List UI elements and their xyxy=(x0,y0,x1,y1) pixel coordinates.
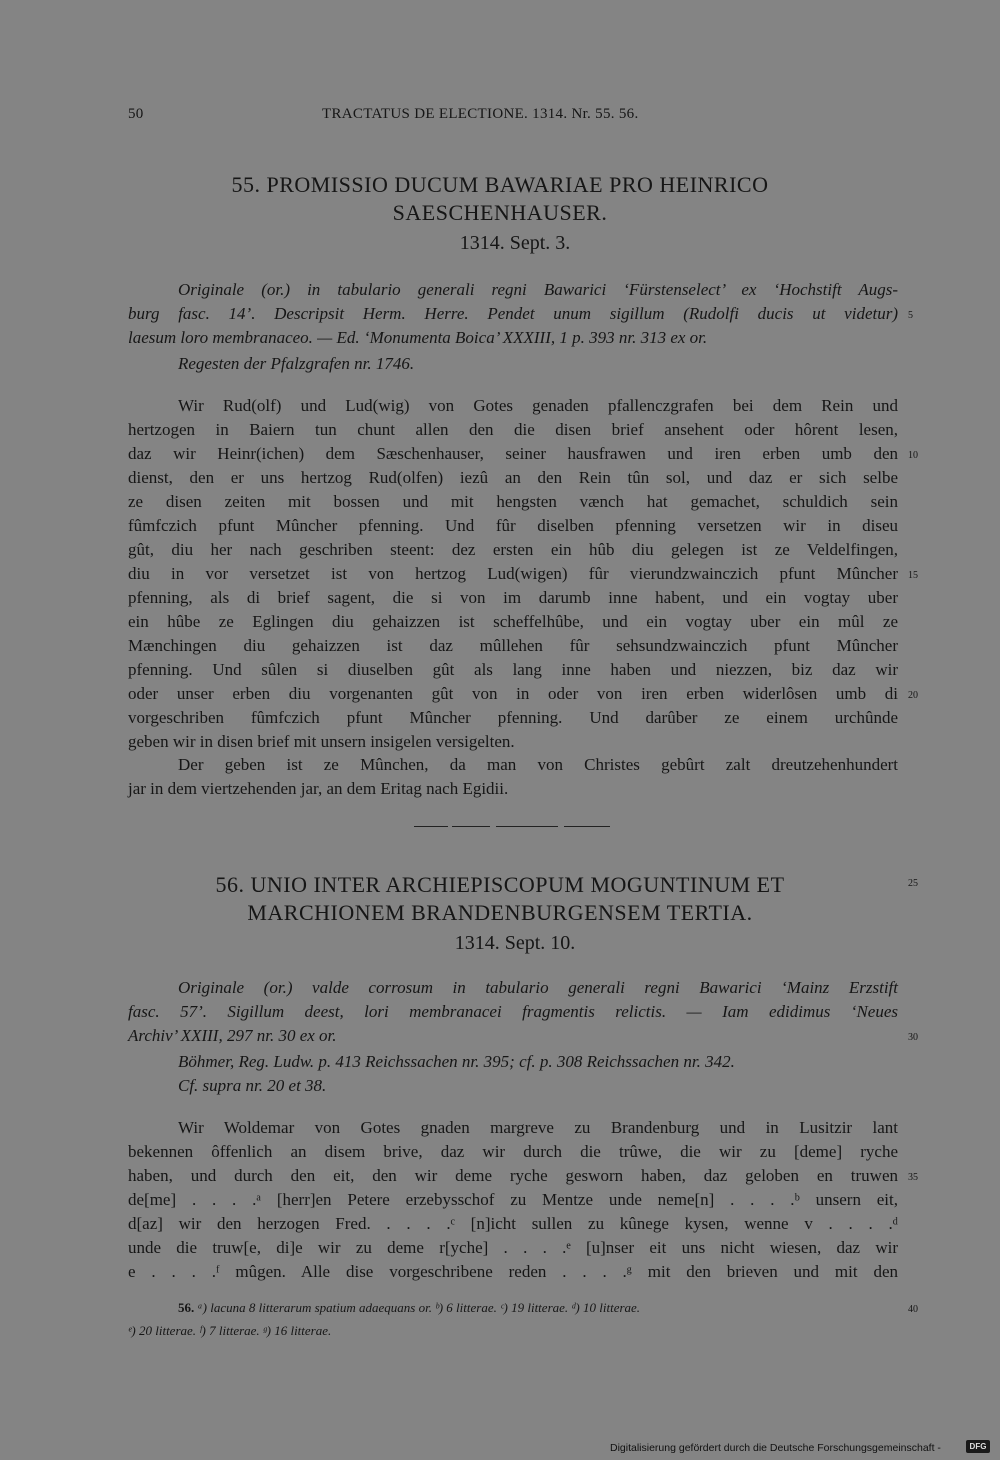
doc56-text-line: e . . . .ᶠ mûgen. Alle dise vorgeschribene reden . . . .ᵍ mit den brieven und mit den xyxy=(128,1262,898,1281)
line-number: 40 xyxy=(908,1304,918,1315)
line-number: 30 xyxy=(908,1032,918,1043)
footnotes-text: ᵃ) lacuna 8 litterarum spatium adaequans or. ᵇ) 6 litterae. ᶜ) 19 litterae. ᵈ) 10 litterae. xyxy=(197,1300,641,1315)
doc56-title-line1: 56. UNIO INTER ARCHIEPISCOPUM MOGUNTINUM ET xyxy=(215,872,785,897)
running-title: TRACTATUS DE ELECTIONE. 1314. Nr. 55. 56. xyxy=(322,106,639,122)
dfg-logo: DFG xyxy=(966,1440,990,1453)
line-number: 5 xyxy=(908,310,913,321)
doc55-source-line: laesum loro membranaceo. — Ed. ‘Monumenta Boica’ XXXIII, 1 p. 393 nr. 313 ex or. xyxy=(128,328,708,347)
doc55-text-line: pfenning. Und sûlen si diuselben gût als lang inne haben und niezzen, biz daz wir xyxy=(128,660,898,679)
doc55-source-line: burg fasc. 14’. Descripsit Herm. Herre. Pendet unum sigillum (Rudolfi ducis ut videtur) xyxy=(128,304,898,323)
doc56-text-line: d[az] wir den herzogen Fred. . . . .ᶜ [n]icht sullen zu kûnege kysen, wenne v . . . .ᵈ xyxy=(128,1214,898,1233)
doc55-title-line1: 55. PROMISSIO DUCUM BAWARIAE PRO HEINRICO xyxy=(231,172,769,197)
doc55-text-line: Der geben ist ze Mûnchen, da man von Christes gebûrt zalt dreutzehenhundert xyxy=(178,755,898,774)
doc56-text-line: haben, und durch den eit, den wir deme ryche gesworn haben, daz geloben en truwen xyxy=(128,1166,898,1185)
doc55-text-line: vorgeschriben fûmfczich pfunt Mûncher pfenning. Und darûber ze einem urchûnde xyxy=(128,708,898,727)
doc55-text-line: Mænchingen diu gehaizzen ist daz mûllehen fûr sehsundzwainczich pfunt Mûncher xyxy=(128,636,898,655)
line-number: 15 xyxy=(908,570,918,581)
doc56-text-line: unde die truw[e, di]e wir zu deme r[yche] . . . .ᵉ [u]nser eit uns nicht wiesen, daz wir xyxy=(128,1238,898,1257)
doc55-text-line: daz wir Heinr(ichen) dem Sæschenhauser, seiner hausfrawen und iren erben umb den xyxy=(128,444,898,463)
doc55-regest: Regesten der Pfalzgrafen nr. 1746. xyxy=(178,354,415,373)
doc55-text-line: oder unser erben diu vorgenanten gût von in oder von iren erben widerlôsen umb di xyxy=(128,684,898,703)
section-divider xyxy=(496,826,558,827)
line-number: 35 xyxy=(908,1172,918,1183)
doc56-source-line: Archiv’ XXIII, 297 nr. 30 ex or. xyxy=(128,1026,337,1045)
footnotes-label: 56. xyxy=(178,1300,195,1315)
doc56-regest-line: Cf. supra nr. 20 et 38. xyxy=(178,1076,327,1095)
doc56-regest-line: Böhmer, Reg. Ludw. p. 413 Reichssachen nr. 395; cf. p. 308 Reichssachen nr. 342. xyxy=(178,1052,735,1071)
doc55-text-line: jar in dem viertzehenden jar, an dem Eritag nach Egidii. xyxy=(128,779,509,798)
line-number: 10 xyxy=(908,450,918,461)
doc55-text-line: gût, diu her nach geschriben steent: dez ersten ein hûb diu gelegen ist ze Veldelfingen, xyxy=(128,540,898,559)
doc56-source-line: Originale (or.) valde corrosum in tabulario generali regni Bawarici ‘Mainz Erzstift xyxy=(178,978,898,997)
footnotes-line2: ᵉ) 20 litterae. ᶠ) 7 litterae. ᵍ) 16 litterae. xyxy=(128,1323,332,1338)
doc55-source-line: Originale (or.) in tabulario generali regni Bawarici ‘Fürstenselect’ ex ‘Hochstift Augs- xyxy=(178,280,898,299)
doc55-text-line: dienst, den er uns hertzog Rud(olfen) iezû an den Rein tûn sol, und daz er sich selbe xyxy=(128,468,898,487)
doc55-text-line: ein hûbe ze Eglingen diu gehaizzen ist scheffelhûbe, und ein vogtay uber ein mûl ze xyxy=(128,612,898,631)
doc55-title-line2: SAESCHENHAUSER. xyxy=(392,200,608,225)
doc56-text-line: Wir Woldemar von Gotes gnaden margreve zu Brandenburg und in Lusitzir lant xyxy=(178,1118,898,1137)
doc56-date: 1314. Sept. 10. xyxy=(454,932,576,954)
doc55-text-line: pfenning, als di brief sagent, die si von im darumb inne habent, und ein vogtay uber xyxy=(128,588,898,607)
doc55-text-line: geben wir in disen brief mit unsern insigelen versigelten. xyxy=(128,732,515,751)
doc55-text-line: hertzogen in Baiern tun chunt allen den die disen brief ansehent oder hôrent lesen, xyxy=(128,420,898,439)
doc55-text-line: fûmfczich pfunt Mûncher pfenning. Und fûr diselben pfenning versetzen wir in diseu xyxy=(128,516,898,535)
footnotes-line1 xyxy=(178,1300,640,1316)
doc55-text-line: ze disen zeiten mit bossen und mit hengsten vænch hat gemachet, schuldich sein xyxy=(128,492,898,511)
line-number: 25 xyxy=(908,878,918,889)
doc56-source-line: fasc. 57’. Sigillum deest, lori membranacei fragmentis relictis. — Iam edidimus ‘Neues xyxy=(128,1002,898,1021)
doc56-text-line: de[me] . . . .ᵃ [herr]en Petere erzebysschof zu Mentze unde neme[n] . . . .ᵇ unsern eit, xyxy=(128,1190,898,1209)
section-divider xyxy=(452,826,490,827)
doc56-title-line2: MARCHIONEM BRANDENBURGENSEM TERTIA. xyxy=(247,900,753,925)
line-number: 20 xyxy=(908,690,918,701)
page-number: 50 xyxy=(128,106,144,122)
doc55-text-line: Wir Rud(olf) und Lud(wig) von Gotes genaden pfallenczgrafen bei dem Rein und xyxy=(178,396,898,415)
section-divider xyxy=(414,826,448,827)
digitization-credit: Digitalisierung gefördert durch die Deutsche Forschungsgemeinschaft - xyxy=(610,1442,941,1454)
doc55-text-line: diu in vor versetzet ist von hertzog Lud(wigen) fûr vierundzwainczich pfunt Mûncher xyxy=(128,564,898,583)
doc56-text-line: bekennen ôffenlich an disem brive, daz wir durch die trûwe, die wir zu [deme] ryche xyxy=(128,1142,898,1161)
doc55-date: 1314. Sept. 3. xyxy=(459,232,571,254)
section-divider xyxy=(564,826,610,827)
